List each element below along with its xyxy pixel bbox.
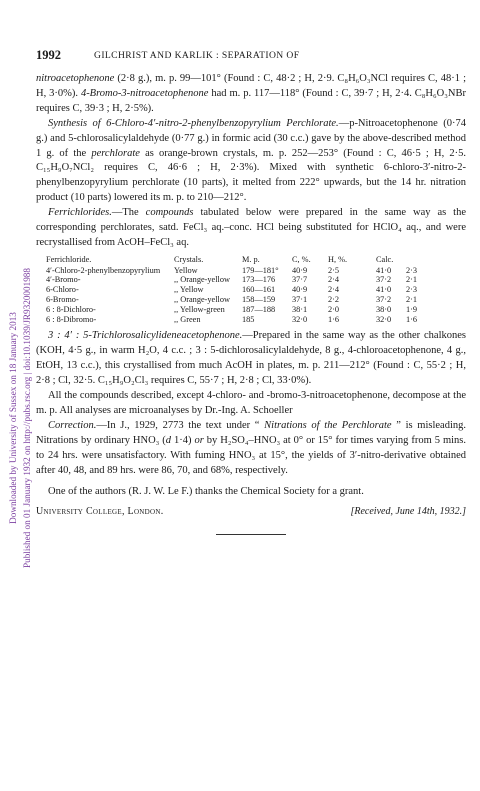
paragraph-synthesis: Synthesis of 6-Chloro-4′-nitro-2-phenylbenzopyrylium Perchlorate.—p-Nitroacetophenone (0·74 g.) and 5-chlorosalicylaldehyde (0·77 g.) in formic acid (30 c.c.) gave by the above-described method 1 g. of the perchlorate as orange-brown crystals, m. p. 252—253° (Found : C, 46·5 ; H, 2·5. C₁₅H₉O₇NCl₂ requires C, 46·6 ; H, 2·3%). Mixed with synthetic 6-chloro-3′-nitro-2-phenylbenzopyrylium perchlorate (10 parts), it melted from 222° upwards, but the 14 hr. nitration product (10 parts) lowered its m. p. to 210—212°.: [36, 117, 466, 204]
column-header: H, %.: [328, 254, 348, 264]
paragraph-ferrichlorides: Ferrichlorides.—The compounds tabulated below were prepared in the same way as the corresponding perchlorates, satd. FeCl₃ aq.–conc. HCl being substituted for HClO₄ aq., and were recrystallised from AcOH–FeCl₃ aq.: [36, 207, 467, 248]
running-head: GILCHRIST AND KARLIK : SEPARATION OF: [94, 50, 300, 61]
ditto-mark: ,,: [174, 295, 179, 305]
ditto-mark: ,,: [174, 314, 179, 324]
signature-line: [36, 505, 466, 520]
table-row: 4′-Chloro-2-phenylbenzopyrylium Yellow 179—181° 40·9 2·5 41·0 2·3: [46, 265, 418, 275]
ditto-mark: ,,: [174, 285, 179, 295]
column-header: C, %.: [292, 254, 311, 264]
table-row: 6-Bromo- ,, Orange-yellow 158—159 37·1 2·2 37·2 2·1: [46, 295, 418, 305]
ferrichloride-table: [46, 255, 430, 325]
column-header: [406, 255, 430, 266]
ditto-mark: ,,: [174, 275, 179, 285]
table-row: 6-Chloro- ,, Yellow 160—161 40·9 2·4 41·0 2·3: [46, 285, 418, 295]
table-row: 6 : 8-Dichloro- ,, Yellow-green 187—188 38·1 2·0 38·0 1·9: [46, 304, 418, 314]
paragraph-acknowledgement: One of the authors (R. J. W. Le F.) thanks the Chemical Society for a grant.: [48, 485, 364, 497]
publication-notice-text[interactable]: Published on 01 January 1932 on http://pubs.rsc.org | doi:10.1039/JR9320001988: [22, 267, 32, 569]
institution: University College, London.: [36, 506, 164, 518]
column-header: M. p.: [242, 254, 260, 264]
paragraph-nitroacetophenone: nitroacetophenone (2·8 g.), m. p. 99—101° (Found : C, 48·2 ; H, 2·9. C₈H₆O₃NCl requires C, 48·1 ; H, 3·0%). 4-Bromo-3-nitroacetophenone had m. p. 117—118° (Found : C, 39·7 ; H, 2·4. C₈H₆O₃NBr requires C, 39·3 ; H, 2·5%).: [36, 73, 466, 114]
table-row: 6 : 8-Dibromo- ,, Green 185 32·0 1·6 32·0 1·6: [46, 314, 418, 324]
download-notice: [6, 138, 20, 698]
publication-notice: [20, 138, 34, 698]
paragraph-trichloro: 3 : 4′ : 5-Trichlorosalicylideneacetophenone.—Prepared in the same way as the other chalkones (KOH, 4·5 g., in warm H₂O, 4 c.c. ; 3 : 5-dichlorosalicylaldehyde, 8 g., 4-chloroacetophenone, 4 g., EtOH, 13 c.c.), this crystallised from much AcOH in plates, m. p. 211—212° (Found : C, 55·2 ; H, 2·8 ; Cl, 32·5. C₁₅H₉O₂Cl₃ requires C, 55·7 ; H, 2·8 ; Cl, 33·0%).: [36, 330, 466, 387]
end-rule: [216, 534, 286, 535]
download-notice-text: Downloaded by University of Sussex on 18 January 2013: [8, 312, 18, 524]
column-header: Calc.: [376, 254, 394, 264]
paragraph-decomposition: All the compounds described, except 4-chloro- and -bromo-3-nitroacetophenone, decompose at the m. p. All analyses are microanalyses by Dr.-Ing. A. Schoeller: [36, 390, 466, 416]
table-row: 4′-Bromo- ,, Orange-yellow 173—176 37·7 2·4 37·2 2·1: [46, 275, 418, 285]
received-date: [Received, June 14th, 1932.]: [350, 506, 466, 518]
column-header: Ferrichloride.: [46, 254, 92, 264]
page-header: [36, 48, 466, 64]
article-body: [36, 72, 466, 535]
paragraph-correction: Correction.—In J., 1929, 2773 the text under “ Nitrations of the Perchlorate ” is misleading. Nitrations by ordinary HNO₃ (d 1·4) or by H₂SO₄–HNO₃ at 0° or 15° for times varying from 5 mins. to 24 hrs. were unsatisfactory. With fuming HNO₃ at 15°, the yields of 3′-nitro-derivative obtained after 40, 48, and 89 hrs. were 86, 70, and 68%, respectively.: [36, 419, 466, 476]
column-header: Crystals.: [174, 254, 204, 264]
table-header-row: [46, 255, 430, 266]
page-number: 1992: [36, 48, 61, 62]
ditto-mark: ,,: [174, 304, 179, 314]
